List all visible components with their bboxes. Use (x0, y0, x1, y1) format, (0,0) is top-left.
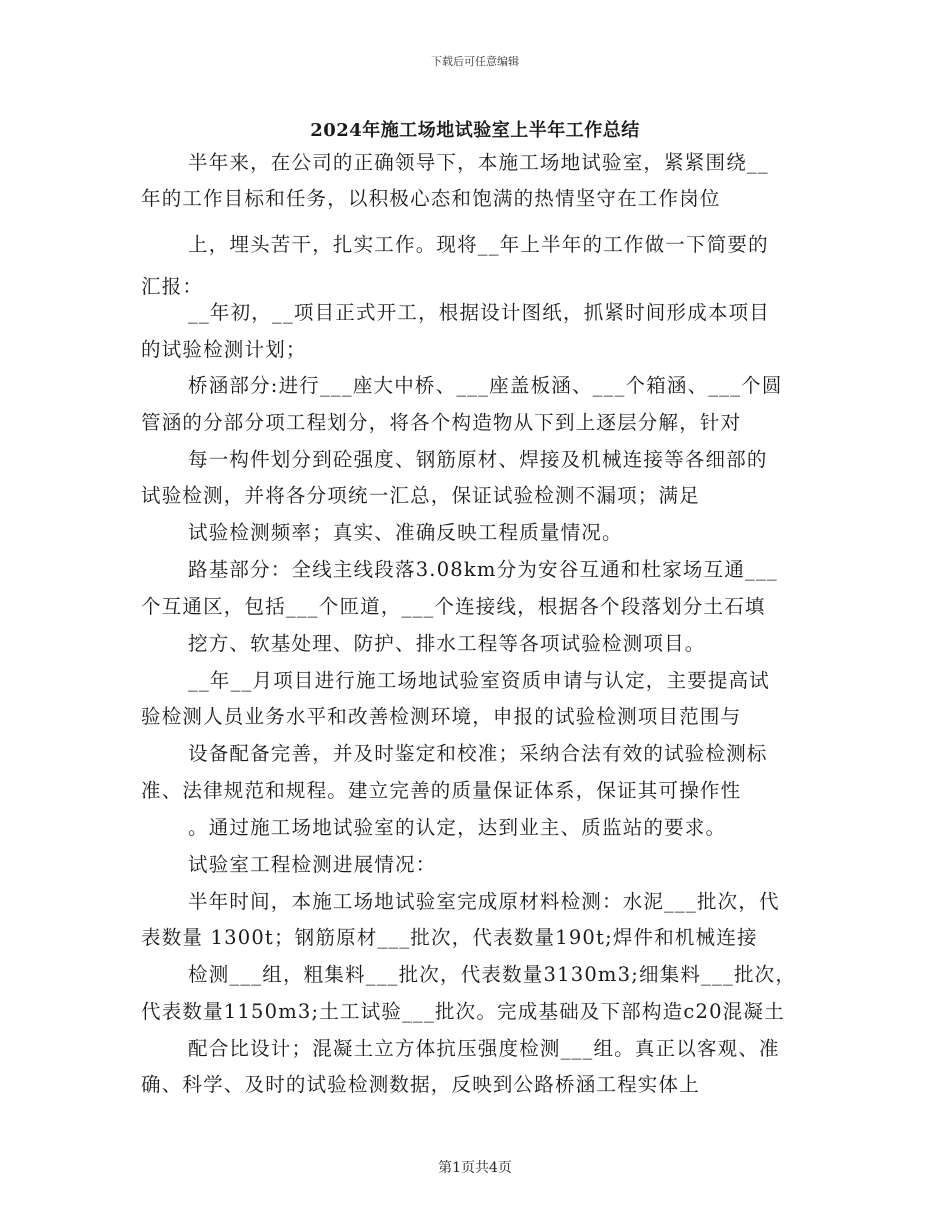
body-line: 上，埋头苦干，扎实工作。现将__年上半年的工作做一下简要的 (188, 233, 769, 256)
body-line: 年的工作目标和任务，以积极心态和饱满的热情坚守在工作岗位 (141, 187, 721, 210)
body-line: 桥涵部分:进行___座大中桥、___座盖板涵、___个箱涵、___个圆 (188, 374, 783, 397)
body-line: __年初，__项目正式开工，根据设计图纸，抓紧时间形成本项目 (188, 301, 771, 324)
body-line: 。通过施工场地试验室的认定，达到业主、质监站的要求。 (188, 816, 727, 839)
body-line: 检测___组，粗集料___批次，代表数量3130m3;细集料___批次， (188, 963, 797, 986)
body-line: __年__月项目进行施工场地试验室资质申请与认定，主要提高试 (188, 669, 771, 692)
body-line: 管涵的分部分项工程划分，将各个构造物从下到上逐层分解，针对 (141, 411, 742, 434)
document-title: 2024年施工场地试验室上半年工作总结 (310, 120, 640, 141)
body-line: 汇报： (141, 275, 204, 298)
body-line: 配合比设计；混凝土立方体抗压强度检测___组。真正以客观、准 (188, 1037, 780, 1060)
body-line: 试验检测，并将各分项统一汇总，保证试验检测不漏项；满足 (141, 484, 700, 507)
body-line: 半年来，在公司的正确领导下，本施工场地试验室，紧紧围绕__ (188, 151, 769, 174)
body-line: 每一构件划分到砼强度、钢筋原材、焊接及机械连接等各细部的 (188, 448, 768, 471)
body-line: 个互通区，包括___个匝道，___个连接线，根据各个段落划分土石填 (141, 595, 766, 618)
body-line: 试验室工程检测进展情况： (188, 853, 437, 876)
header-note: 下载后可任意编辑 (431, 55, 519, 68)
body-line: 挖方、软基处理、防护、排水工程等各项试验检测项目。 (188, 632, 706, 655)
body-line: 准、法律规范和规程。建立完善的质量保证体系，保证其可操作性 (141, 779, 742, 802)
body-line: 代表数量1150m3;土工试验___批次。完成基础及下部构造c20混凝土 (141, 1000, 785, 1023)
body-line: 验检测人员业务水平和改善检测环境，申报的试验检测项目范围与 (141, 705, 742, 728)
body-line: 路基部分：全线主线段落3.08km分为安谷互通和杜家场互通___ (188, 558, 778, 581)
body-line: 的试验检测计划； (141, 338, 307, 361)
body-line: 半年时间，本施工场地试验室完成原材料检测：水泥___批次，代 (188, 890, 780, 913)
body-line: 确、科学、及时的试验检测数据，反映到公路桥涵工程实体上 (141, 1073, 700, 1096)
body-line: 试验检测频率；真实、准确反映工程质量情况。 (188, 521, 623, 544)
body-line: 表数量 1300t；钢筋原材___批次，代表数量190t;焊件和机械连接 (141, 926, 758, 949)
page-footer: 第1页共4页 (438, 1160, 512, 1176)
body-line: 设备配备完善，并及时鉴定和校准；采纳合法有效的试验检测标 (188, 742, 768, 765)
